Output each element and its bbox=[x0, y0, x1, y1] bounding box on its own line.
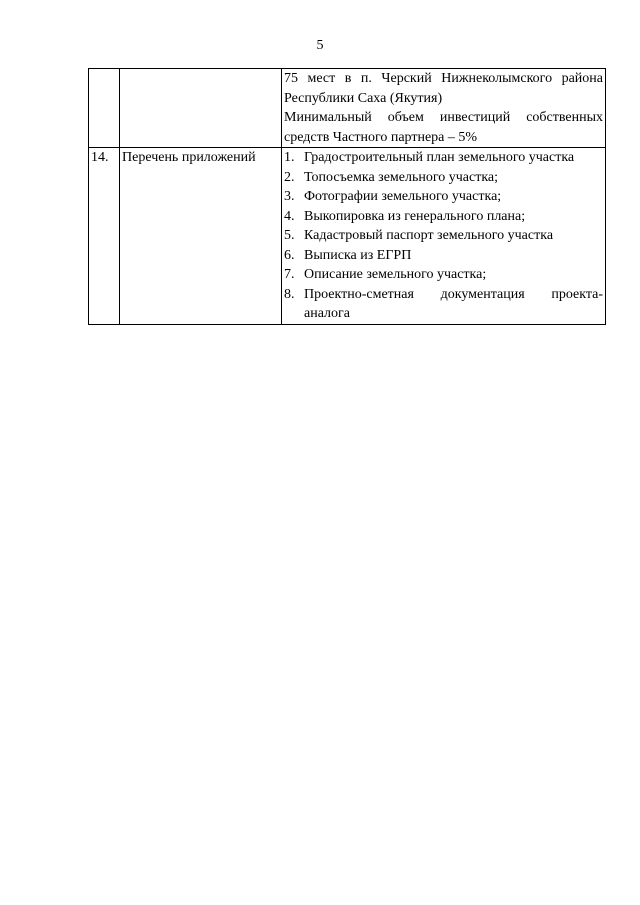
list-item-text-line: аналога bbox=[304, 306, 350, 321]
list-item-text: Выкопировка из генерального плана; bbox=[304, 208, 526, 224]
table-row-14 bbox=[89, 148, 606, 325]
list-item-marker: 7. bbox=[284, 267, 295, 282]
content-paragraph: 75 мест в п. Черский Нижнеколымского района Республики Саха (Якутия) bbox=[284, 71, 603, 106]
list-item bbox=[284, 226, 603, 246]
row-name-cell: Перечень приложений bbox=[120, 148, 282, 325]
list-item bbox=[284, 207, 603, 227]
table-row-continuation bbox=[89, 69, 606, 148]
row-number-cell: 14. bbox=[89, 148, 120, 325]
page-number: 5 bbox=[316, 38, 324, 53]
list-item bbox=[284, 168, 603, 188]
list-item bbox=[284, 148, 603, 168]
list-item-text bbox=[304, 285, 603, 324]
list-item bbox=[284, 265, 603, 285]
list-item-text: Кадастровый паспорт земельного участка bbox=[304, 228, 554, 243]
attachments-list bbox=[284, 148, 603, 324]
document-table bbox=[88, 68, 606, 325]
list-item-marker: 1. bbox=[284, 150, 295, 165]
list-item-text: Описание земельного участка; bbox=[304, 267, 487, 282]
list-item-marker: 4. bbox=[284, 208, 295, 224]
list-item-text: Топосъемка земельного участка; bbox=[304, 169, 499, 185]
list-item-text: Фотографии земельного участка; bbox=[304, 189, 502, 204]
row-number-cell bbox=[89, 69, 120, 148]
list-item bbox=[284, 246, 603, 266]
row-name-cell bbox=[120, 69, 282, 148]
list-item-marker: 6. bbox=[284, 247, 295, 263]
list-item bbox=[284, 187, 603, 207]
list-item-marker: 3. bbox=[284, 189, 295, 204]
list-item-marker: 8. bbox=[284, 286, 295, 302]
list-item-marker: 5. bbox=[284, 228, 295, 243]
list-item bbox=[284, 285, 603, 324]
list-item-text: Градостроительный план земельного участка bbox=[304, 150, 575, 165]
content-paragraph: Минимальный объем инвестиций собственных средств Частного партнера – 5% bbox=[284, 110, 603, 145]
row-content-cell bbox=[282, 148, 606, 325]
list-item-text: Выписка из ЕГРП bbox=[304, 247, 412, 263]
list-item-text-line: Проектно-сметная документация проекта- bbox=[304, 286, 603, 302]
list-item-marker: 2. bbox=[284, 169, 295, 185]
row-content-cell bbox=[282, 69, 606, 148]
